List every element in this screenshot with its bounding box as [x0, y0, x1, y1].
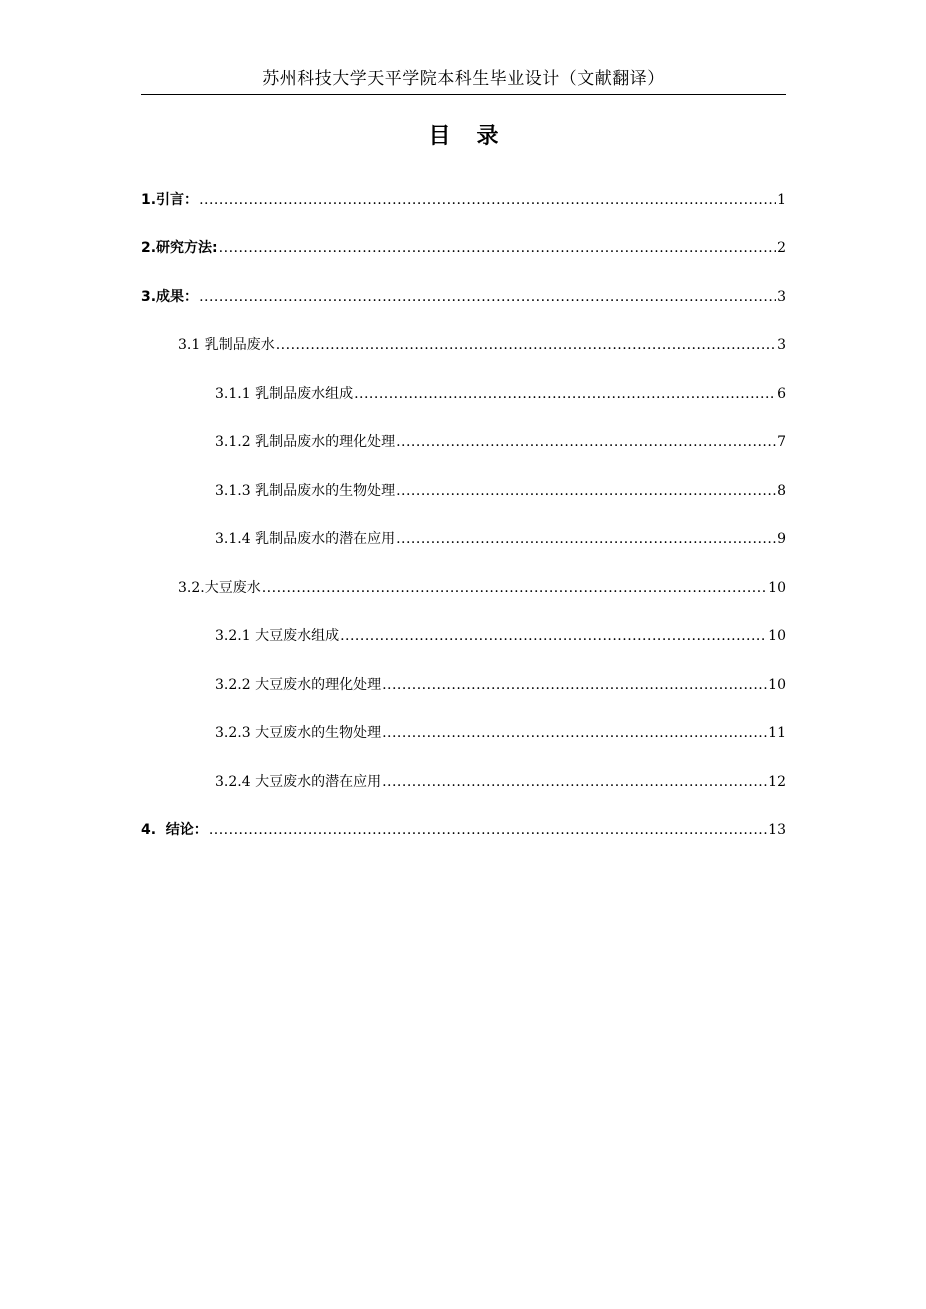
toc-entry-4[interactable]: [141, 820, 786, 840]
toc-entry-3-2-4[interactable]: [215, 772, 786, 792]
toc-entry-page: 12: [768, 774, 786, 790]
toc-leader-dots: [382, 772, 767, 792]
toc-leader-dots: [276, 335, 776, 355]
toc-entry-page: 6: [777, 386, 786, 402]
toc-entry-label: 3.2.2 大豆废水的理化处理: [215, 677, 382, 693]
toc-entry-1[interactable]: [141, 190, 786, 210]
toc-entry-3[interactable]: [141, 287, 786, 307]
toc-entry-page: 10: [768, 677, 786, 693]
toc-entry-page: 1: [777, 192, 786, 208]
toc-entry-label: 3.1 乳制品废水: [178, 337, 275, 353]
page-header-text: 苏州科技大学天平学院本科生毕业设计（文献翻译）: [262, 69, 665, 89]
toc-entry-page: 2: [777, 240, 786, 256]
toc-leader-dots: [396, 481, 776, 501]
toc-entry-label: 4. 结论：: [141, 822, 208, 838]
toc-entry-3-1-1[interactable]: [215, 384, 786, 404]
toc-entry-label: 3.2.4 大豆废水的潜在应用: [215, 774, 382, 790]
toc-entry-label: 2.研究方法:: [141, 240, 218, 256]
toc-entry-page: 10: [768, 628, 786, 644]
toc-leader-dots: [354, 384, 776, 404]
toc-leader-dots: [340, 626, 767, 646]
toc-entry-3-2-2[interactable]: [215, 675, 786, 695]
toc-entry-page: 3: [777, 337, 786, 353]
toc-entry-page: 3: [777, 289, 786, 305]
page-title: 目录: [428, 124, 525, 149]
toc-leader-dots: [396, 432, 776, 452]
toc-entry-label: 3.1.2 乳制品废水的理化处理: [215, 434, 396, 450]
toc-entry-2[interactable]: [141, 238, 786, 258]
toc-entry-page: 8: [777, 483, 786, 499]
toc-entry-3-2-1[interactable]: [215, 626, 786, 646]
toc-entry-label: 3.2.大豆废水: [178, 580, 261, 596]
toc-entry-3-2-3[interactable]: [215, 723, 786, 743]
toc-entry-label: 3.2.1 大豆废水组成: [215, 628, 340, 644]
toc-entry-3-2[interactable]: [178, 578, 786, 598]
toc-leader-dots: [396, 529, 776, 549]
toc-entry-label: 3.成果：: [141, 289, 199, 305]
toc-leader-dots: [209, 820, 767, 840]
toc-entry-label: 3.2.3 大豆废水的生物处理: [215, 725, 382, 741]
toc-leader-dots: [382, 723, 767, 743]
toc-leader-dots: [199, 287, 776, 307]
toc-entry-label: 1.引言：: [141, 192, 199, 208]
toc-leader-dots: [199, 190, 776, 210]
toc-entry-3-1-2[interactable]: [215, 432, 786, 452]
toc-entry-label: 3.1.1 乳制品废水组成: [215, 386, 354, 402]
toc-leader-dots: [262, 578, 767, 598]
toc-entry-page: 13: [768, 822, 786, 838]
toc-entry-3-1-4[interactable]: [215, 529, 786, 549]
toc-leader-dots: [382, 675, 767, 695]
toc-entry-page: 7: [777, 434, 786, 450]
toc-entry-label: 3.1.3 乳制品废水的生物处理: [215, 483, 396, 499]
toc-entry-3-1[interactable]: [178, 335, 786, 355]
toc-entry-label: 3.1.4 乳制品废水的潜在应用: [215, 531, 396, 547]
toc-entry-page: 11: [768, 725, 786, 741]
toc-entry-page: 9: [777, 531, 786, 547]
toc-entry-page: 10: [768, 580, 786, 596]
toc-entry-3-1-3[interactable]: [215, 481, 786, 501]
toc-leader-dots: [219, 238, 776, 258]
